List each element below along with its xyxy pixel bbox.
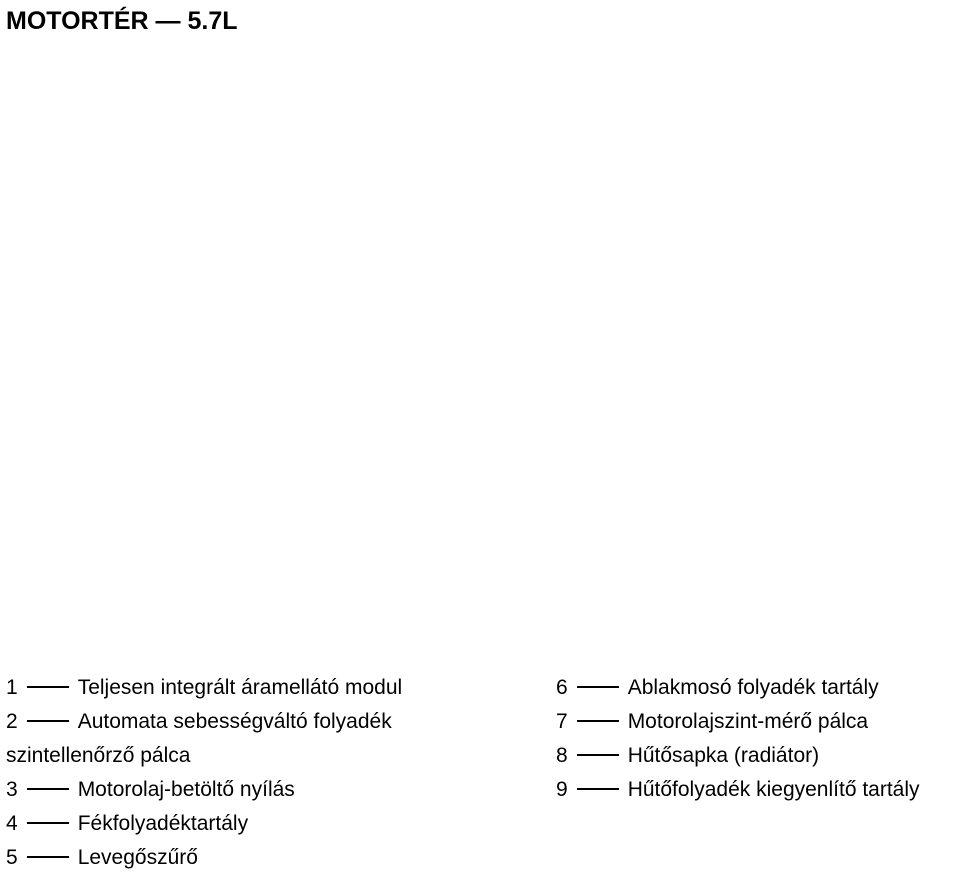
legend-label: Hűtőfolyadék kiegyenlítő tartály [627, 778, 920, 801]
legend-label: Motorolajszint-mérő pálca [627, 710, 869, 733]
legend-number: 3 [6, 778, 18, 801]
legend-item [6, 773, 476, 807]
legend-label-continuation: szintellenőrző pálca [6, 744, 191, 767]
legend-number: 1 [6, 676, 18, 699]
legend-label: Hűtősapka (radiátor) [627, 744, 820, 767]
legend-label: Fékfolyadéktartály [77, 812, 249, 835]
legend-label: Teljesen integrált áramellátó modul [77, 676, 403, 699]
legend-left [6, 671, 476, 875]
legend-dash [27, 686, 69, 688]
legend-number: 6 [556, 676, 568, 699]
legend-dash [27, 856, 69, 858]
legend-item [6, 705, 476, 773]
legend-item [6, 671, 476, 705]
page-title: MOTORTÉR — 5.7L [6, 7, 238, 35]
legend-item [556, 773, 956, 807]
legend-item [556, 739, 956, 773]
legend-number: 7 [556, 710, 568, 733]
legend-label: Motorolaj-betöltő nyílás [77, 778, 295, 801]
legend-right [556, 671, 956, 807]
legend-dash [577, 686, 619, 688]
legend-label: Levegőszűrő [77, 846, 198, 869]
legend-dash [27, 720, 69, 722]
legend-dash [577, 788, 619, 790]
legend-dash [27, 788, 69, 790]
legend-dash [27, 822, 69, 824]
legend-label: Automata sebességváltó folyadék [77, 710, 392, 733]
legend-number: 5 [6, 846, 18, 869]
legend-item [6, 807, 476, 841]
legend-number: 9 [556, 778, 568, 801]
legend-number: 4 [6, 812, 18, 835]
engine-compartment-illustration [0, 48, 960, 660]
legend-dash [577, 720, 619, 722]
legend-item [556, 705, 956, 739]
legend-item [556, 671, 956, 705]
legend-dash [577, 754, 619, 756]
legend-number: 2 [6, 710, 18, 733]
legend-item [6, 841, 476, 875]
legend-number: 8 [556, 744, 568, 767]
legend-label: Ablakmosó folyadék tartály [627, 676, 879, 699]
